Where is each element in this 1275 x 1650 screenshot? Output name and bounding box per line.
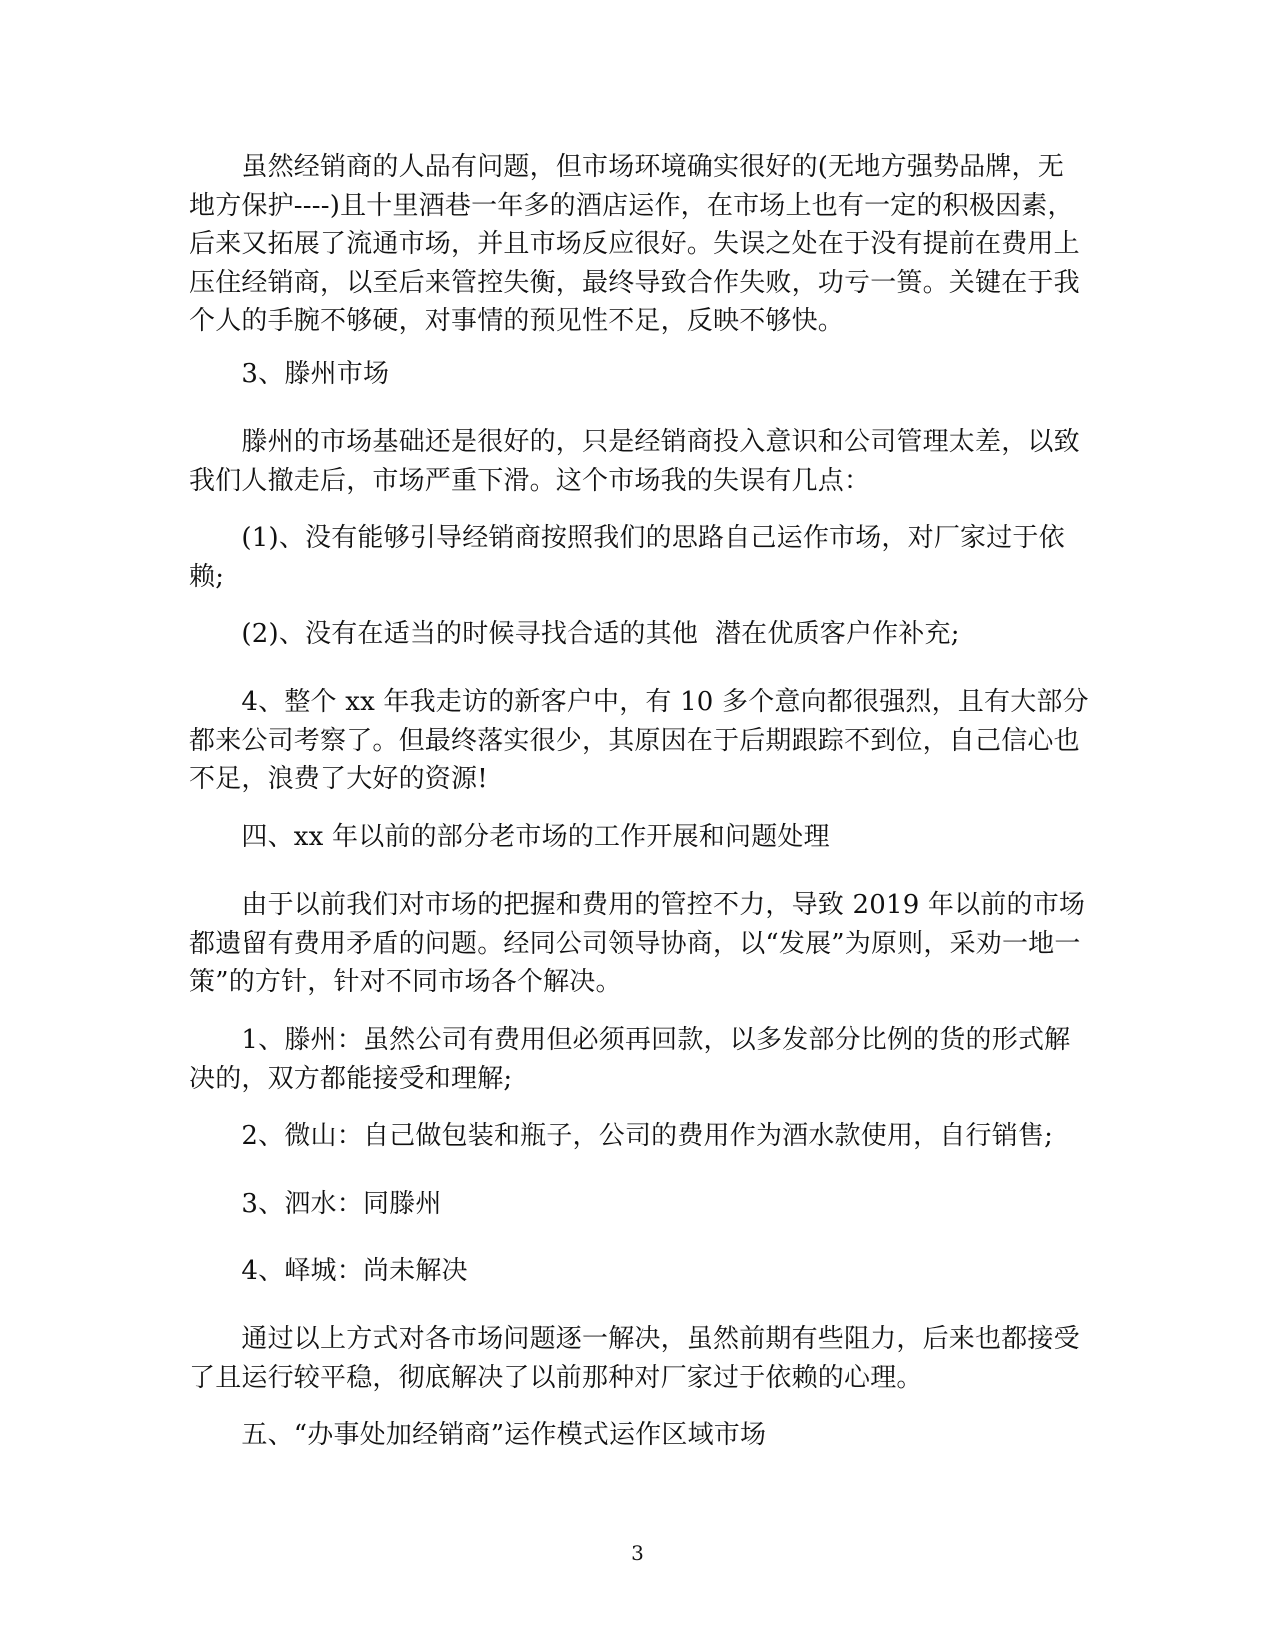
page-number: 3 xyxy=(631,1541,644,1565)
paragraph-resolution-summary: 通过以上方式对各市场问题逐一解决，虽然前期有些阻力，后来也都接受了且运行较平稳，彻底解决了以前那种对厂家过于依赖的心理。 xyxy=(189,1324,1080,1393)
list-item-mistake-1: (1)、没有能够引导经销商按照我们的思路自己运作市场，对厂家过于依赖; xyxy=(189,523,1065,592)
list-item-yicheng-resolution: 4、峄城：尚未解决 xyxy=(189,1256,468,1286)
paragraph-new-customers: 4、整个 xx 年我走访的新客户中，有 10 多个意向都很强烈，且有大部分都来公司考察了。但最终落实很少，其原因在于后期跟踪不到位，自己信心也不足，浪费了大好的资源! xyxy=(189,687,1089,794)
paragraph-old-markets-intro: 由于以前我们对市场的把握和费用的管控不力，导致 2019 年以前的市场都遗留有费用矛盾的问题。经同公司领导协商，以“发展”为原则，采劝一地一策”的方针，针对不同市场各个解决。 xyxy=(189,890,1086,997)
paragraph-dealer-analysis: 虽然经销商的人品有问题，但市场环境确实很好的(无地方强势品牌，无地方保护----)且十里酒巷一年多的酒店运作，在市场上也有一定的积极因素，后来又拓展了流通市场，并且市场反应很好。失误之处在于没有提前在费用上压住经销商，以至后来管控失衡，最终导致合作失败，功亏一篑。关键在于我个人的手腕不够硬，对事情的预见性不足，反映不够快。 xyxy=(189,152,1080,336)
list-item-sishui-resolution: 3、泗水：同滕州 xyxy=(189,1189,442,1219)
heading-office-dealer-model: 五、“办事处加经销商”运作模式运作区域市场 xyxy=(189,1420,767,1450)
list-item-weishan-resolution: 2、微山：自己做包装和瓶子，公司的费用作为酒水款使用，自行销售; xyxy=(189,1121,1054,1151)
heading-tengzhou-market: 3、滕州市场 xyxy=(189,359,390,389)
paragraph-tengzhou-summary: 滕州的市场基础还是很好的，只是经销商投入意识和公司管理太差，以致我们人撤走后，市场严重下滑。这个市场我的失误有几点： xyxy=(189,427,1080,496)
list-item-tengzhou-resolution: 1、滕州：虽然公司有费用但必须再回款，以多发部分比例的货的形式解决的，双方都能接受和理解; xyxy=(189,1025,1071,1094)
list-item-mistake-2: (2)、没有在适当的时候寻找合适的其他 潜在优质客户作补充; xyxy=(189,619,960,649)
heading-old-markets: 四、xx 年以前的部分老市场的工作开展和问题处理 xyxy=(189,822,830,852)
